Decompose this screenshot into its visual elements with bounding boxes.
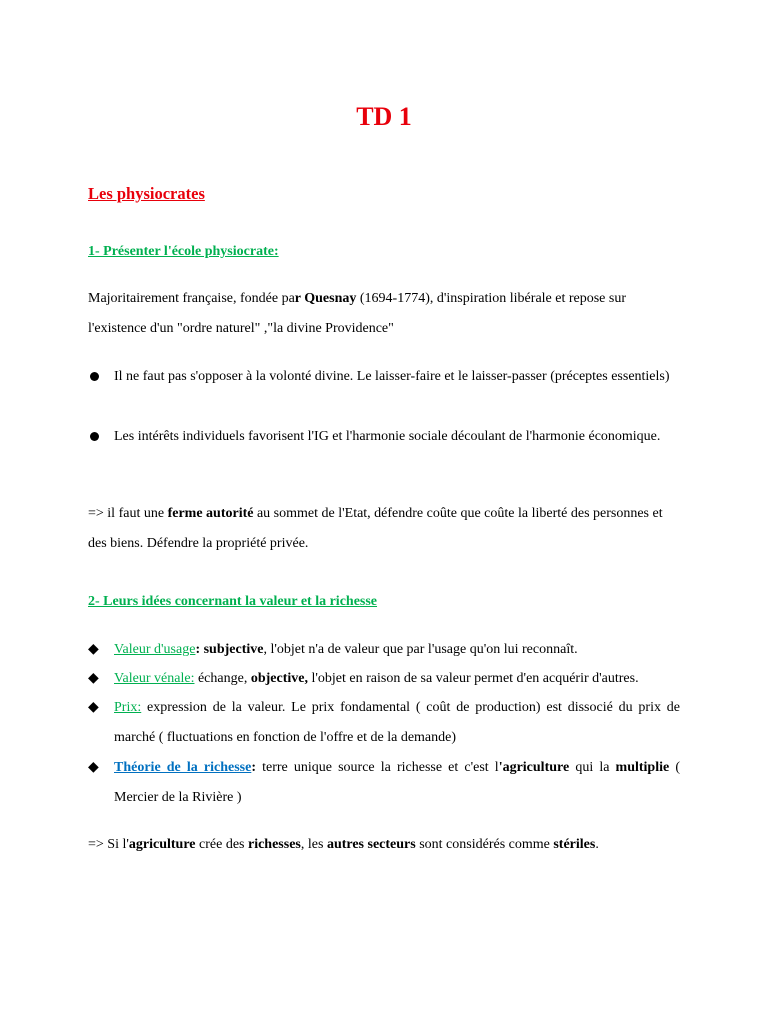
bullet-dot-icon bbox=[88, 422, 108, 453]
term-definition: échange, bbox=[194, 671, 251, 686]
term-definition: l'objet en raison de sa valeur permet d'en acquérir d'autres. bbox=[307, 671, 639, 686]
list-item bbox=[88, 362, 680, 392]
section-heading: Les physiocrates bbox=[88, 184, 205, 203]
list-item-text bbox=[114, 693, 680, 753]
list-item bbox=[88, 635, 680, 665]
term-emphasis: subjective bbox=[200, 642, 264, 657]
term-label: Valeur vénale: bbox=[114, 671, 195, 686]
conclusion-text: sont considérés comme bbox=[415, 837, 554, 852]
term-definition: expression de la valeur. Le prix fondamental ( coût de production) est dissocié du prix de marché ( fluctuations en fonction de l'offre et de la demande) bbox=[114, 700, 680, 745]
term-definition: ( Mercier de la Rivière ) bbox=[114, 760, 680, 805]
conclusion-text: => Si l' bbox=[88, 837, 129, 852]
conclusion-emphasis: agriculture bbox=[128, 837, 196, 852]
intro-text-end: (1694-1774), d'inspiration libérale et repose sur l'existence d'un "ordre naturel" ,"la divine Providence" bbox=[88, 291, 627, 336]
conclusion-text: au sommet de l'Etat, défendre coûte que coûte la liberté des personnes et des biens. Défendre la propriété privée. bbox=[88, 506, 663, 551]
conclusion-emphasis: richesses bbox=[247, 837, 301, 852]
term-emphasis: multiplie bbox=[615, 760, 670, 775]
diamond-bullet-icon: ◆ bbox=[88, 700, 99, 715]
document-title: TD 1 bbox=[356, 102, 412, 131]
term-label: Valeur d'usage bbox=[114, 642, 196, 657]
term-definition: qui la bbox=[569, 760, 616, 775]
conclusion-emphasis: autres secteurs bbox=[326, 837, 416, 852]
list-item-text bbox=[114, 635, 680, 665]
list-item bbox=[88, 753, 680, 813]
conclusion-text: => il faut une bbox=[88, 506, 168, 521]
diamond-bullet-icon: ◆ bbox=[88, 671, 99, 686]
list-item-text bbox=[114, 664, 680, 694]
term-emphasis: objective, bbox=[250, 671, 308, 686]
conclusion-paragraph-2 bbox=[88, 830, 680, 860]
term-label: Théorie de la richesse bbox=[114, 760, 252, 775]
intro-author: r Quesnay bbox=[294, 291, 357, 306]
list-item bbox=[88, 693, 680, 753]
conclusion-text: . bbox=[595, 837, 599, 852]
bullet-dot-icon bbox=[88, 362, 108, 393]
term-colon: : bbox=[251, 760, 256, 775]
term-definition: terre unique source la richesse et c'est l bbox=[256, 760, 499, 775]
question-2-heading: 2- Leurs idées concernant la valeur et la richesse bbox=[88, 594, 378, 609]
list-item-text bbox=[114, 753, 680, 813]
conclusion-text: crée des bbox=[195, 837, 248, 852]
conclusion-text: , les bbox=[300, 837, 327, 852]
term-definition: , l'objet n'a de valeur que par l'usage qu'on lui reconnaît. bbox=[263, 642, 578, 657]
question-1-heading: 1- Présenter l'école physiocrate: bbox=[88, 244, 279, 259]
conclusion-paragraph-1 bbox=[88, 499, 680, 559]
list-item-text: Il ne faut pas s'opposer à la volonté divine. Le laisser-faire et le laisser-passer (préceptes essentiels) bbox=[114, 369, 670, 384]
diamond-bullet-icon: ◆ bbox=[88, 760, 99, 775]
list-item-text: Les intérêts individuels favorisent l'IG et l'harmonie sociale découlant de l'harmonie économique. bbox=[114, 429, 661, 444]
term-colon: : bbox=[195, 642, 201, 657]
diamond-bullet-icon: ◆ bbox=[88, 642, 99, 657]
conclusion-emphasis: ferme autorité bbox=[167, 506, 254, 521]
conclusion-emphasis: stériles bbox=[553, 837, 596, 852]
term-emphasis: 'agriculture bbox=[498, 760, 570, 775]
list-item bbox=[88, 422, 680, 452]
term-label: Prix: bbox=[114, 700, 142, 715]
intro-text-start: Majoritairement française, fondée pa bbox=[88, 291, 295, 306]
intro-paragraph bbox=[88, 284, 680, 344]
list-item bbox=[88, 664, 680, 694]
